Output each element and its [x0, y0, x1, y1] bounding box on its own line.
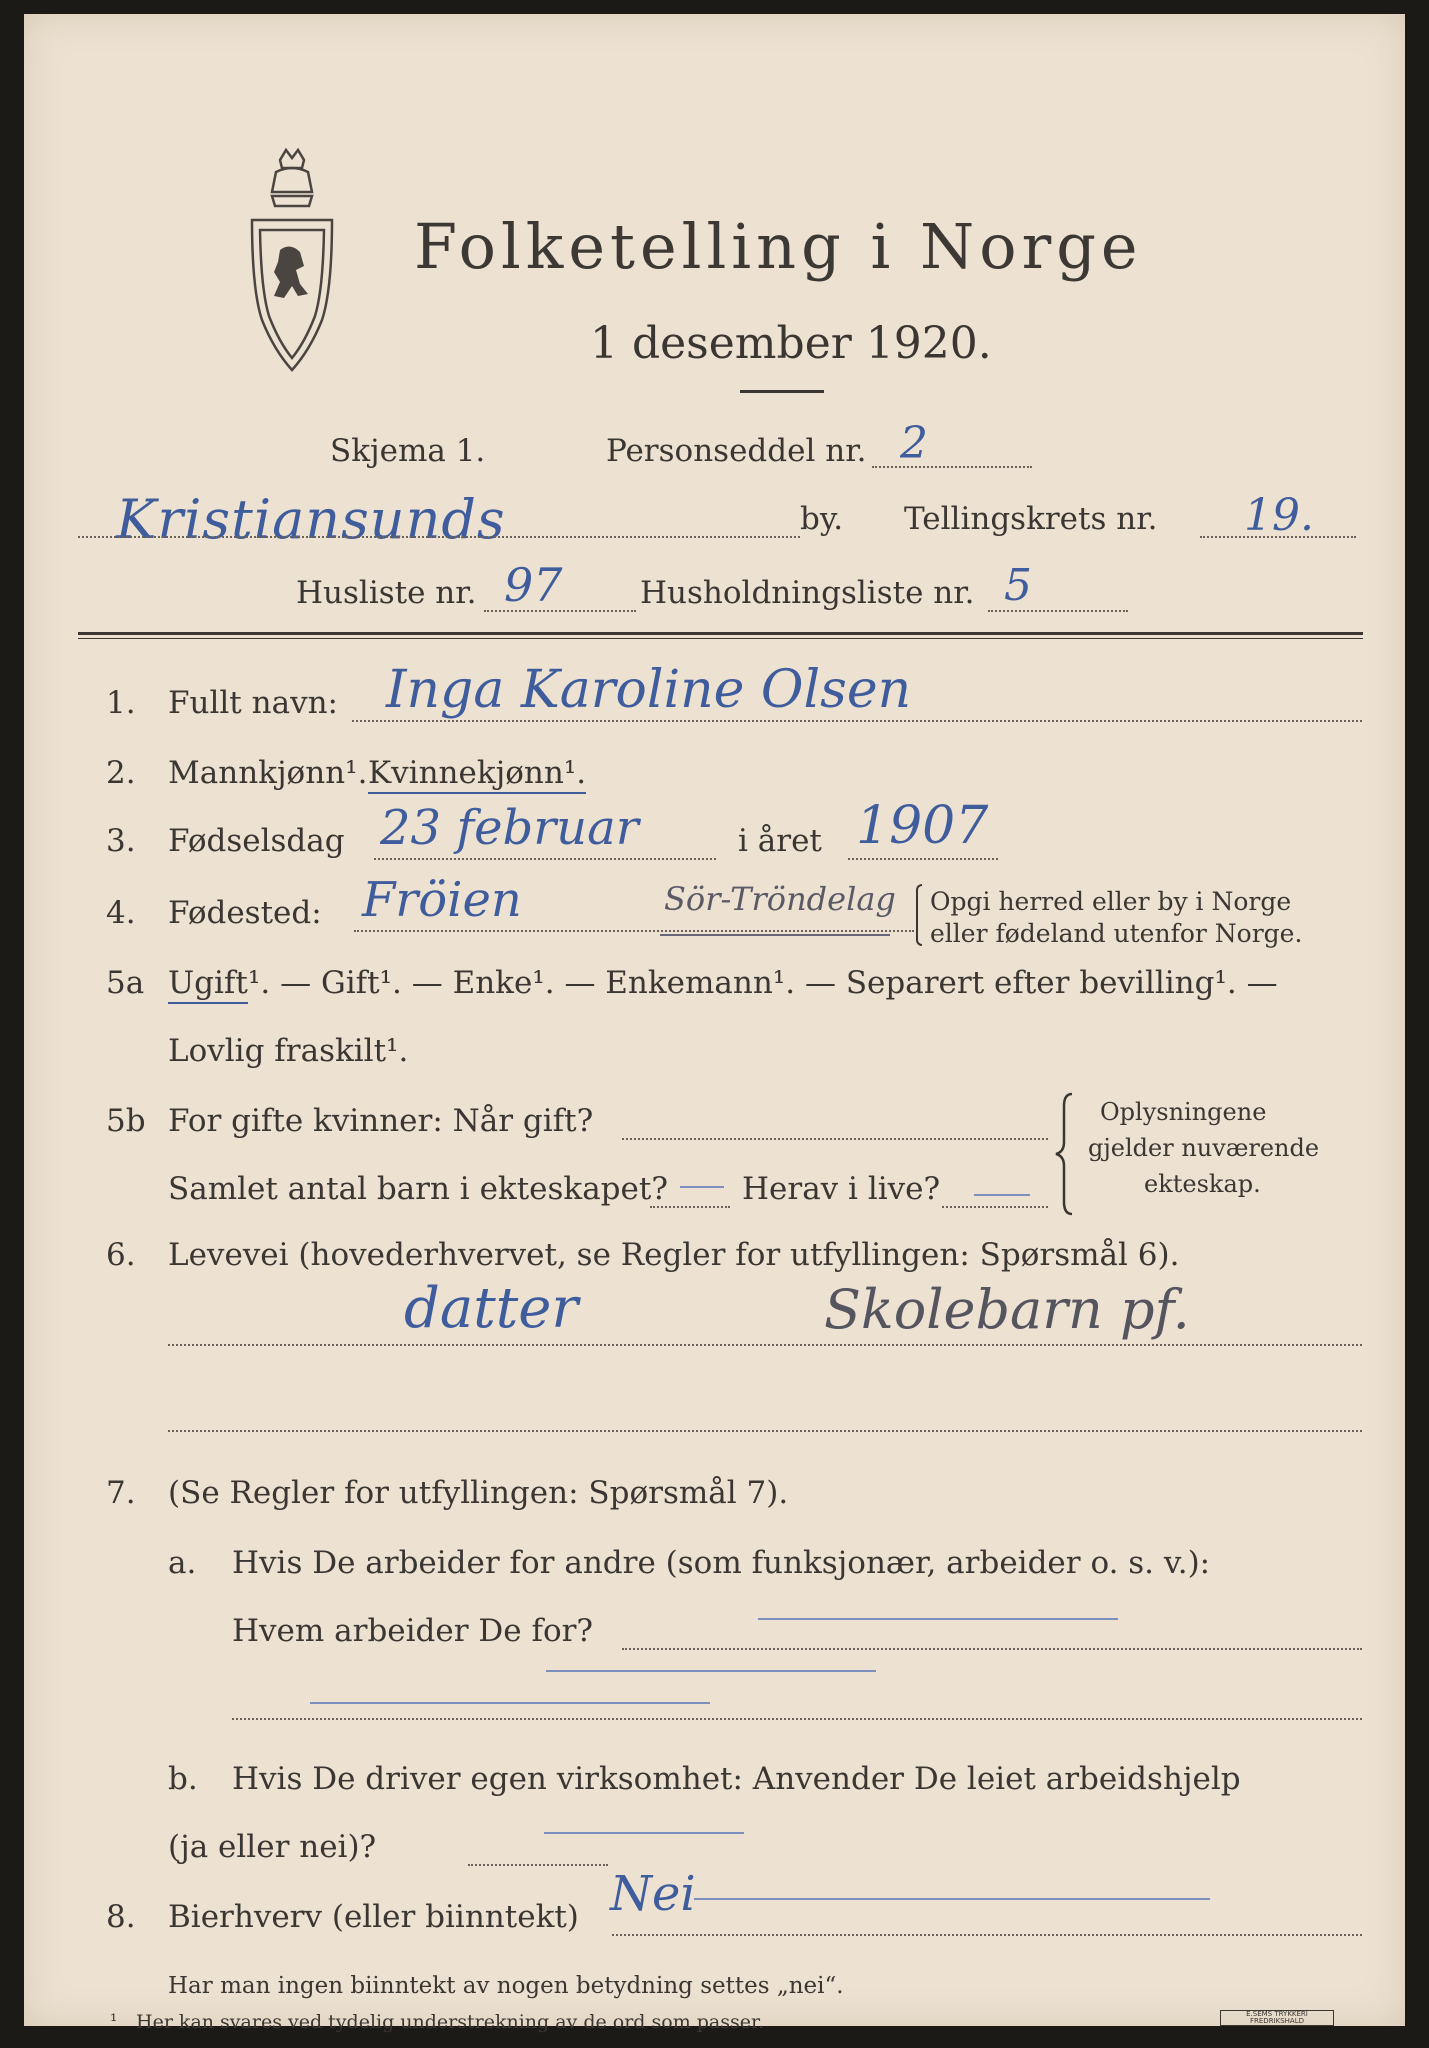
footer-note: Har man ingen biinntekt av nogen betydning settes „nei“.: [168, 1973, 844, 1999]
q5a-number: 5a: [106, 965, 145, 1001]
male-option[interactable]: Mannkjønn¹.: [168, 755, 368, 791]
norwegian-lion-coat-of-arms-icon: [242, 146, 342, 376]
printer-name: E.SEMS TRYKKERI: [1246, 2010, 1308, 2018]
q8-number: 8.: [106, 1899, 136, 1935]
side-income-dash-value: [694, 1898, 1210, 1900]
q7b-label: Hvis De driver egen virksomhet: Anvender De leiet arbeidshjelp: [232, 1761, 1241, 1797]
header-rule: [78, 632, 1363, 635]
q6-number: 6.: [106, 1237, 136, 1273]
q3-number: 3.: [106, 823, 136, 859]
printer-city: FREDRIKSHALD: [1249, 2017, 1304, 2025]
husholdningsliste-value: 5: [1004, 560, 1032, 611]
by-label: by.: [800, 501, 844, 537]
alive-dash-value: [974, 1194, 1030, 1196]
tellingskrets-value: 19.: [1244, 490, 1314, 541]
children-label: Samlet antal barn i ekteskapet?: [168, 1171, 668, 1207]
marital-status-options[interactable]: ¹. — Gift¹. — Enke¹. — Enkemann¹. — Separert efter bevilling¹. —: [248, 965, 1278, 1001]
personseddel-label: Personseddel nr.: [606, 433, 867, 469]
occupation-line-2[interactable]: [168, 1430, 1362, 1432]
hired-help-line[interactable]: [468, 1864, 608, 1866]
footnote-mark: ¹: [110, 2011, 118, 2032]
side-income-value: Nei: [610, 1866, 696, 1922]
employer-line-2[interactable]: [232, 1718, 1362, 1720]
husliste-label: Husliste nr.: [296, 575, 477, 611]
children-line[interactable]: [650, 1206, 730, 1208]
q4-brace: [916, 884, 922, 946]
form-title: Folketelling i Norge: [414, 210, 1143, 283]
q8-label: Bierhverv (eller biinntekt): [168, 1899, 579, 1935]
q5b-note-line3: ekteskap.: [1144, 1170, 1261, 1198]
q4-label: Fødested:: [168, 895, 322, 931]
children-dash-value: [680, 1186, 724, 1188]
hired-help-dash-value: [544, 1832, 744, 1834]
q5b-label: For gifte kvinner: Når gift?: [168, 1103, 594, 1139]
occupation-correction: Skolebarn pf.: [824, 1278, 1190, 1341]
occupation-value: datter: [404, 1276, 579, 1341]
unmarried-option[interactable]: Ugift: [168, 964, 248, 1004]
full-name-line[interactable]: [352, 720, 1362, 722]
birthplace-line[interactable]: [354, 930, 914, 932]
tellingskrets-label: Tellingskrets nr.: [904, 501, 1158, 537]
year-line[interactable]: [848, 858, 998, 860]
skjema-label: Skjema 1.: [330, 433, 486, 469]
q3-label: Fødselsdag: [168, 823, 345, 859]
birthplace-county-value: Sör-Tröndelag: [664, 880, 896, 918]
q4-note-line2: eller fødeland utenfor Norge.: [930, 919, 1303, 948]
q1-label: Fullt navn:: [168, 685, 338, 721]
year-label: i året: [738, 823, 822, 859]
birthplace-value: Fröien: [362, 872, 522, 928]
employer-dash-value: [758, 1618, 1118, 1620]
husholdningsliste-label: Husholdningsliste nr.: [640, 575, 975, 611]
q7b-letter: b.: [168, 1761, 198, 1797]
full-name-value: Inga Karoline Olsen: [386, 660, 912, 720]
occupation-line-1[interactable]: [168, 1344, 1362, 1346]
female-option[interactable]: Kvinnekjønn¹.: [368, 754, 586, 794]
employer-dash-value-3: [310, 1702, 710, 1704]
hired-help-label: (ja eller nei)?: [168, 1829, 377, 1865]
census-form-sheet: [24, 14, 1405, 2033]
alive-line[interactable]: [942, 1206, 1048, 1208]
personseddel-line[interactable]: [872, 466, 1032, 468]
employer-dash-value-2: [546, 1670, 876, 1672]
census-date: 1 desember 1920.: [590, 318, 992, 369]
side-income-line[interactable]: [612, 1934, 1362, 1936]
q7-label: (Se Regler for utfyllingen: Spørsmål 7).: [168, 1475, 789, 1511]
year-value: 1907: [856, 796, 989, 856]
personseddel-value: 2: [900, 418, 928, 469]
birthday-line[interactable]: [374, 858, 716, 860]
q6-label: Levevei (hovederhvervet, se Regler for utfyllingen: Spørsmål 6).: [168, 1237, 1180, 1273]
printer-mark: [1220, 2010, 1334, 2026]
q5b-number: 5b: [106, 1103, 146, 1139]
employer-label: Hvem arbeider De for?: [232, 1613, 594, 1649]
q1-number: 1.: [106, 685, 136, 721]
footnote-text: Her kan svares ved tydelig understrekning av de ord som passer.: [136, 2011, 765, 2033]
q2-number: 2.: [106, 755, 136, 791]
when-married-line[interactable]: [622, 1138, 1048, 1140]
employer-line-1[interactable]: [622, 1648, 1362, 1650]
husliste-value: 97: [504, 558, 563, 612]
title-divider: [740, 390, 824, 393]
divorced-option[interactable]: Lovlig fraskilt¹.: [168, 1033, 409, 1069]
header-rule-thin: [78, 638, 1363, 639]
q5b-note-line2: gjelder nuværende: [1088, 1134, 1320, 1162]
q7a-label: Hvis De arbeider for andre (som funksjonær, arbeider o. s. v.):: [232, 1545, 1211, 1581]
city-line[interactable]: [78, 536, 800, 538]
q4-number: 4.: [106, 895, 136, 931]
q7a-letter: a.: [168, 1545, 197, 1581]
city-value: Kristiansunds: [116, 488, 506, 551]
birthplace-county-underline: [660, 934, 890, 936]
q4-note-line1: Opgi herred eller by i Norge: [930, 887, 1292, 916]
q5b-note-line1: Oplysningene: [1100, 1098, 1267, 1126]
birthday-value: 23 februar: [380, 800, 639, 856]
alive-label: Herav i live?: [742, 1171, 941, 1207]
q5b-brace: [1054, 1092, 1078, 1216]
q7-number: 7.: [106, 1475, 136, 1511]
